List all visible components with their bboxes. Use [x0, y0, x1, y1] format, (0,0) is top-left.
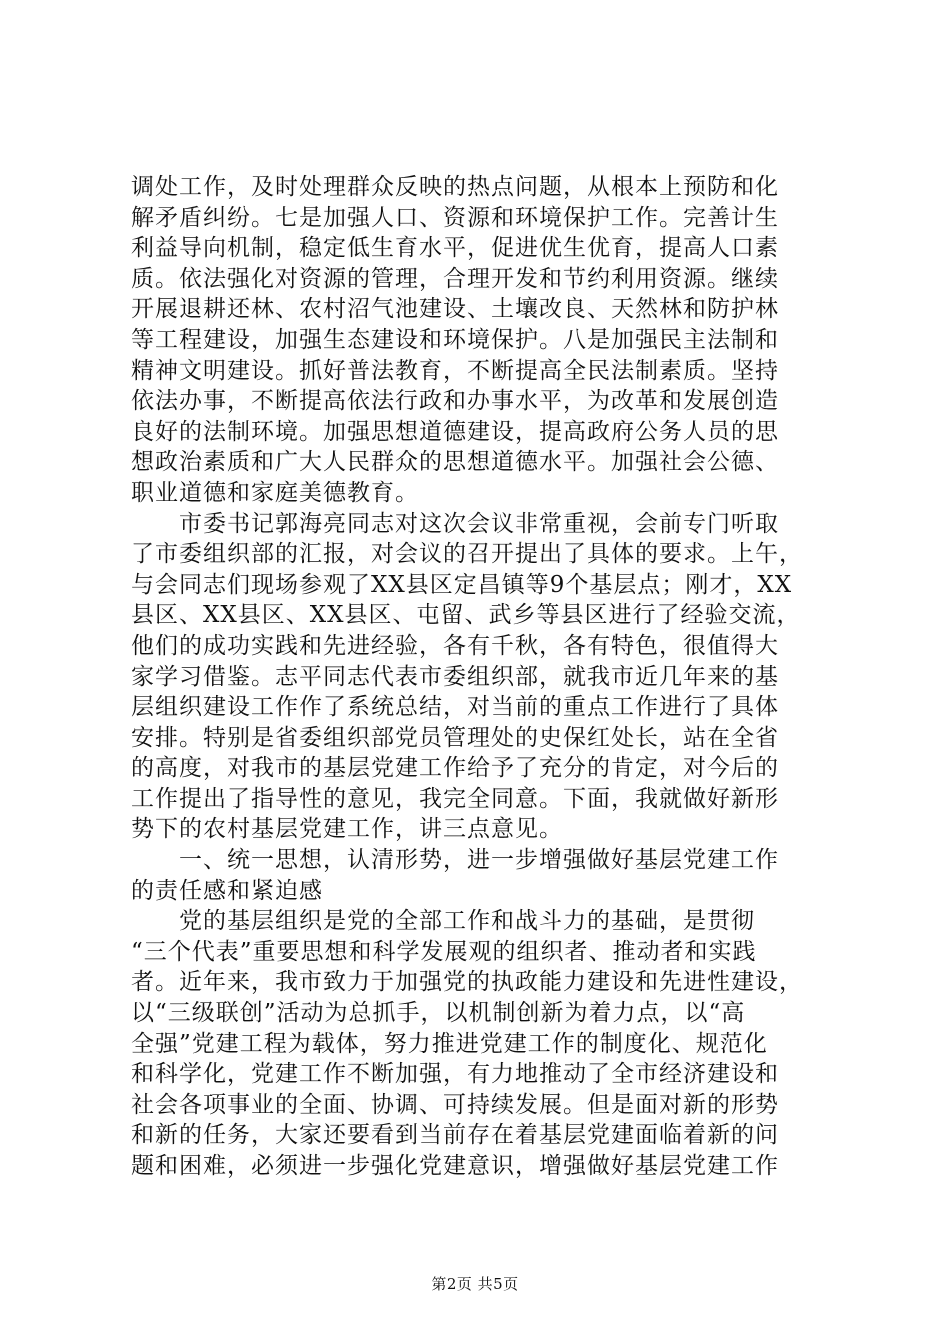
text-line: 者。近年来，我市致力于加强党的执政能力建设和先进性建设， — [131, 969, 803, 996]
text-line: 以“三级联创”活动为总抓手，以机制创新为着力点，以“高 — [131, 1000, 746, 1027]
text-line: 全强”党建工程为载体，努力推进党建工作的制度化、规范化 — [131, 1030, 768, 1057]
text-line: 和新的任务，大家还要看到当前存在着基层党建面临着新的问 — [131, 1122, 779, 1149]
text-line: 了市委组织部的汇报，对会议的召开提出了具体的要求。上午， — [131, 541, 803, 568]
text-line: 工作提出了指导性的意见，我完全同意。下面，我就做好新形 — [131, 785, 779, 812]
text-line: 解矛盾纠纷。七是加强人口、资源和环境保护工作。完善计生 — [131, 204, 779, 231]
text-line: 质。依法强化对资源的管理，合理开发和节约利用资源。继续 — [131, 265, 779, 292]
text-line: 想政治素质和广大人民群众的思想道德水平。加强社会公德、 — [131, 449, 779, 476]
section-heading-line: 一、统一思想，认清形势，进一步增强做好基层党建工作 — [131, 847, 779, 874]
text-line: 他们的成功实践和先进经验，各有千秋，各有特色，很值得大 — [131, 632, 779, 659]
text-line: 开展退耕还林、农村沼气池建设、土壤改良、天然林和防护林 — [131, 296, 779, 323]
page-footer — [0, 1274, 950, 1294]
text-line: 精神文明建设。抓好普法教育，不断提高全民法制素质。坚持 — [131, 357, 779, 384]
text-line: 调处工作，及时处理群众反映的热点问题，从根本上预防和化 — [131, 174, 779, 200]
text-line: 和科学化，党建工作不断加强，有力地推动了全市经济建设和 — [131, 1061, 779, 1088]
text-line: 题和困难，必须进一步强化党建意识，增强做好基层党建工作 — [131, 1153, 779, 1179]
section-heading-line: 的责任感和紧迫感 — [131, 877, 323, 904]
text-line: 等工程建设，加强生态建设和环境保护。八是加强民主法制和 — [131, 326, 779, 353]
text-line: 安排。特别是省委组织部党员管理处的史保红处长，站在全省 — [131, 724, 779, 751]
text-line: “三个代表”重要思想和科学发展观的组织者、推动者和实践 — [131, 938, 757, 965]
body-text — [131, 172, 831, 1182]
text-line: 职业道德和家庭美德教育。 — [131, 479, 419, 506]
text-line: 与会同志们现场参观了XX县区定昌镇等9个基层点；刚才，XX — [131, 571, 793, 598]
text-line: 社会各项事业的全面、协调、可持续发展。但是面对新的形势 — [131, 1091, 779, 1118]
text-line: 党的基层组织是党的全部工作和战斗力的基础，是贯彻 — [131, 908, 755, 935]
text-line: 利益导向机制，稳定低生育水平，促进优生优育，提高人口素 — [131, 235, 779, 262]
text-line: 良好的法制环境。加强思想道德建设，提高政府公务人员的思 — [131, 418, 779, 445]
text-line: 势下的农村基层党建工作，讲三点意见。 — [131, 816, 563, 843]
text-line: 家学习借鉴。志平同志代表市委组织部，就我市近几年来的基 — [131, 663, 779, 690]
page-number-label: 第2页 共5页 — [431, 1275, 519, 1293]
text-line: 层组织建设工作作了系统总结，对当前的重点工作进行了具体 — [131, 694, 779, 721]
text-line: 市委书记郭海亮同志对这次会议非常重视，会前专门听取 — [131, 510, 779, 537]
text-line: 的高度，对我市的基层党建工作给予了充分的肯定，对今后的 — [131, 755, 779, 782]
text-line: 县区、XX县区、XX县区、屯留、武乡等县区进行了经验交流， — [131, 602, 801, 629]
text-line: 依法办事，不断提高依法行政和办事水平，为改革和发展创造 — [131, 388, 779, 415]
